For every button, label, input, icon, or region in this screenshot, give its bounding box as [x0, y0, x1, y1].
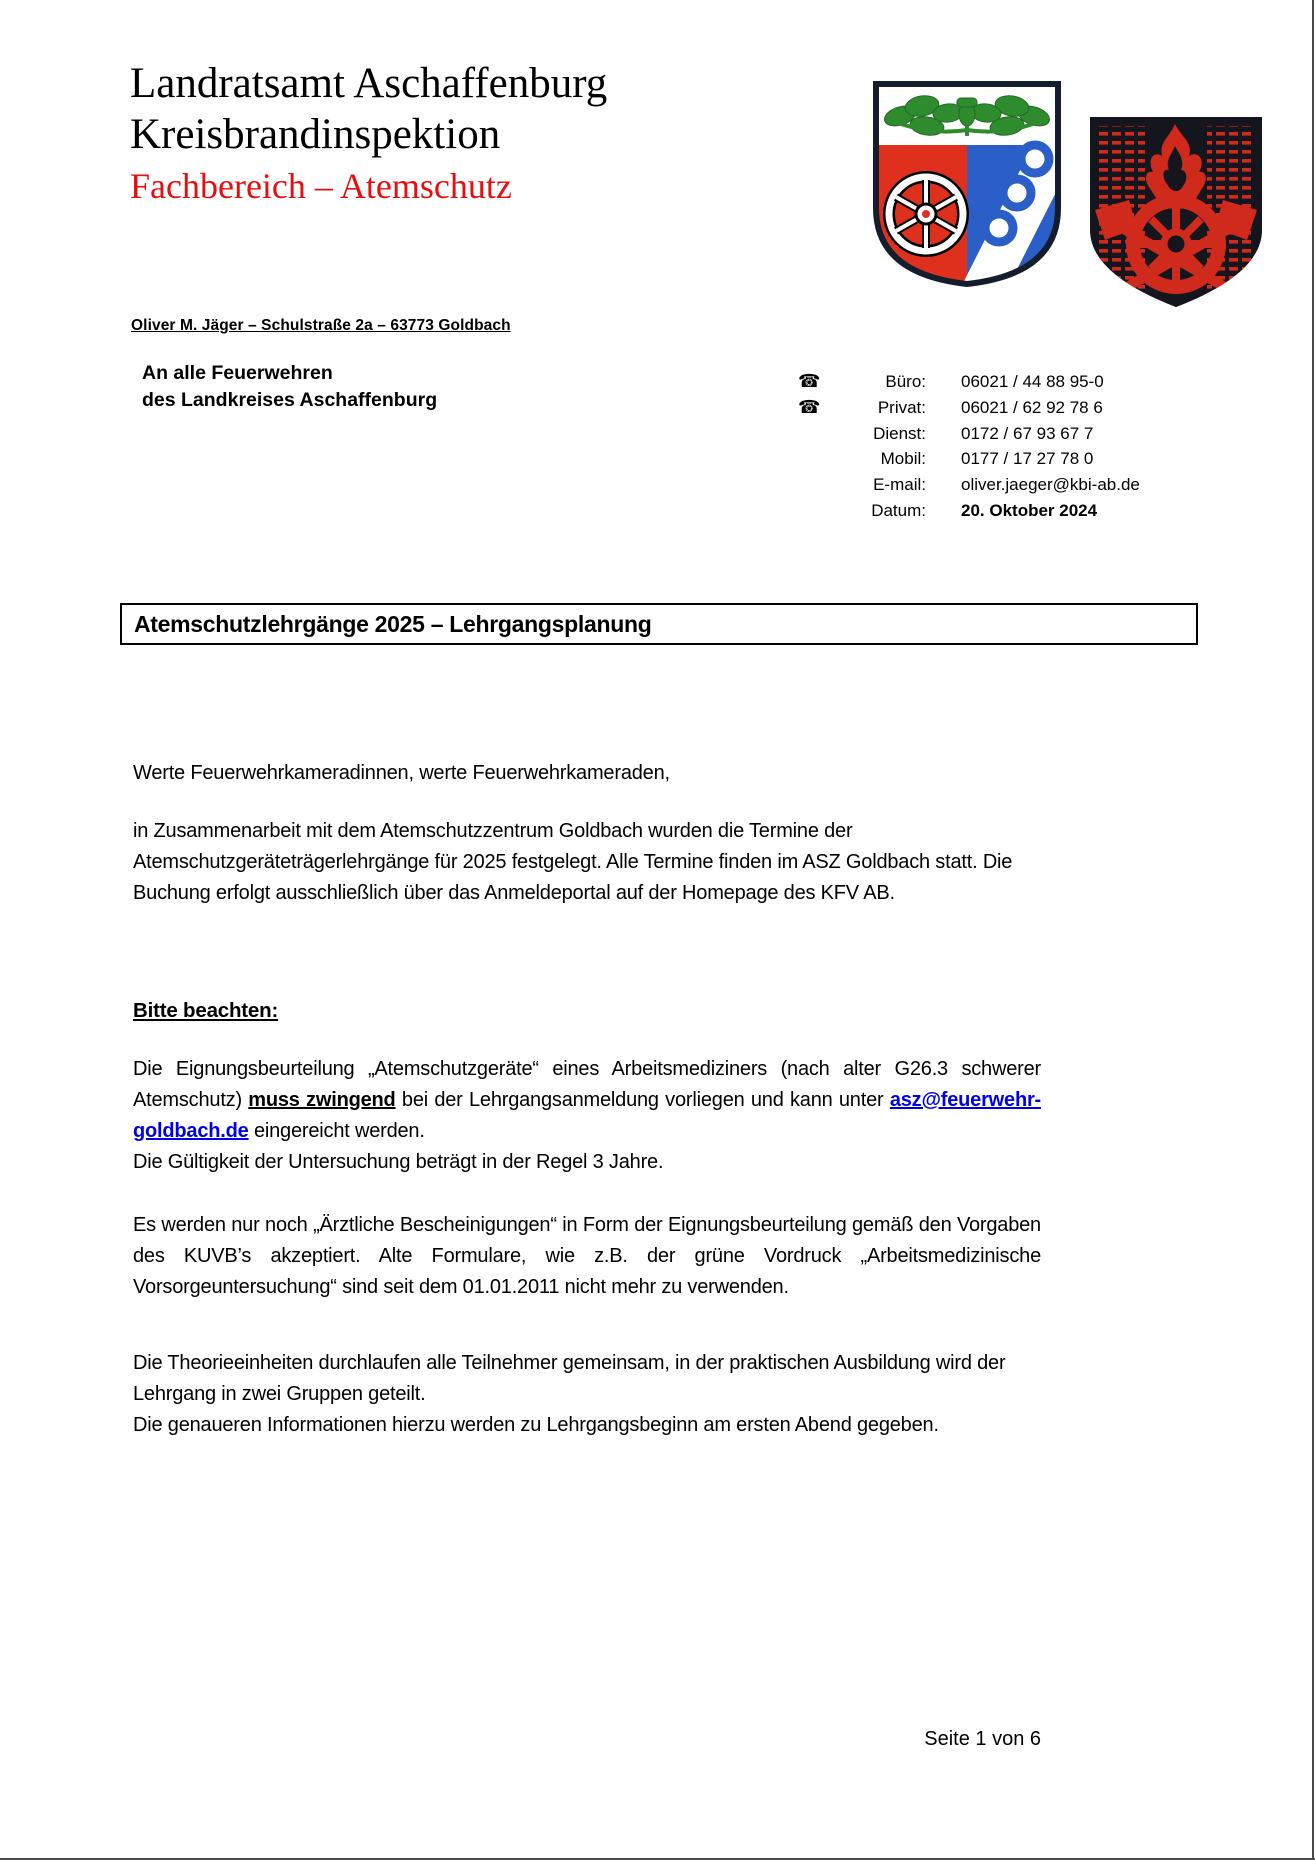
contact-label: Büro:	[885, 372, 926, 391]
contact-row-buero	[798, 369, 1140, 395]
paragraph-medical	[133, 1054, 1041, 1178]
contact-value: 06021 / 62 92 78 6	[961, 397, 1103, 417]
sender-address-line: Oliver M. Jäger – Schulstraße 2a – 63773 Goldbach	[131, 317, 511, 334]
subject-box	[120, 603, 1198, 645]
contact-row-email	[798, 472, 1140, 498]
contact-value: 0177 / 17 27 78 0	[961, 449, 1094, 469]
contact-row-mobil	[798, 446, 1140, 472]
letterhead-department: Fachbereich – Atemschutz	[130, 166, 512, 206]
contact-row-privat	[798, 395, 1140, 421]
contact-info-block	[798, 369, 1140, 524]
contact-value-email: oliver.jaeger@kbi-ab.de	[961, 475, 1140, 495]
letterhead-title-line1: Landratsamt Aschaffenburg	[130, 60, 608, 107]
recipient-line1: An alle Feuerwehren	[142, 362, 333, 384]
contact-value: 0172 / 67 93 67 7	[961, 423, 1094, 443]
salutation: Werte Feuerwehrkameradinnen, werte Feuerwehrkameraden,	[133, 762, 670, 784]
phone-icon: ☎	[798, 371, 821, 391]
contact-label: Dienst:	[873, 423, 926, 443]
recipient-line2: des Landkreises Aschaffenburg	[142, 389, 438, 411]
contact-label: Privat:	[877, 397, 926, 417]
email-link[interactable]: asz@feuerwehr-goldbach.de	[133, 1089, 1042, 1142]
medical-text-3: eingereicht werden.	[248, 1120, 425, 1142]
subject-title: Atemschutzlehrgänge 2025 – Lehrgangsplanung	[134, 610, 652, 637]
medical-validity-line: Die Gültigkeit der Untersuchung beträgt in der Regel 3 Jahre.	[133, 1151, 664, 1173]
contact-value: 06021 / 44 88 95-0	[961, 372, 1104, 391]
theory-line2: Die genaueren Informationen hierzu werden zu Lehrgangsbeginn am ersten Abend gegeben.	[133, 1414, 939, 1436]
letterhead-title-line2: Kreisbrandinspektion	[130, 111, 501, 158]
medical-text-2: bei der Lehrgangsanmeldung vorliegen und kann unter	[395, 1089, 890, 1111]
contact-label: E-mail:	[873, 475, 926, 495]
medical-emphasis: muss zwingend	[248, 1089, 396, 1111]
contact-row-datum	[798, 498, 1140, 524]
medical-text-1: Die Eignungsbeurteilung „Atemschutzgeräte“ eines Arbeitsmediziners (nach alter G26.3 schwerer Atemschutz)	[133, 1058, 1041, 1111]
contact-label: Mobil:	[880, 449, 926, 469]
contact-value-date: 20. Oktober 2024	[961, 500, 1098, 520]
landkreis-coat-of-arms	[870, 78, 1064, 290]
contact-label: Datum:	[871, 500, 926, 520]
paragraph-theory	[133, 1348, 1041, 1441]
recipient-block	[142, 360, 437, 414]
theory-line1: Die Theorieeinheiten durchlaufen alle Teilnehmer gemeinsam, in der praktischen Ausbildung wird der Lehrgang in zwei Gruppen geteilt.	[133, 1352, 1006, 1405]
fire-wheel-icon	[1133, 201, 1219, 287]
scan-edge	[1312, 0, 1314, 1860]
phone-icon: ☎	[798, 396, 821, 417]
note-heading: Bitte beachten:	[133, 999, 279, 1022]
page-number: Seite 1 von 6	[924, 1728, 1041, 1750]
feuerwehr-coat-of-arms	[1085, 112, 1267, 312]
contact-row-dienst	[798, 421, 1140, 447]
paragraph-certificates: Es werden nur noch „Ärztliche Bescheinigungen“ in Form der Eignungsbeurteilung gemäß den Vorgaben des KUVB’s akzeptiert. Alte Formulare, wie z.B. der grüne Vordruck „Arbeitsmedizinische Vorsorgeuntersuchung“ sind seit dem 01.01.2011 nicht mehr zu verwenden.	[133, 1214, 1041, 1298]
paragraph-terms: in Zusammenarbeit mit dem Atemschutzzentrum Goldbach wurden die Termine der Atemschutzgeräteträgerlehrgänge für 2025 festgelegt. Alle Termine finden im ASZ Goldbach statt. Die Buchung erfolgt ausschließlich über das Anmeldeportal auf der Homepage des KFV AB.	[133, 820, 1013, 904]
